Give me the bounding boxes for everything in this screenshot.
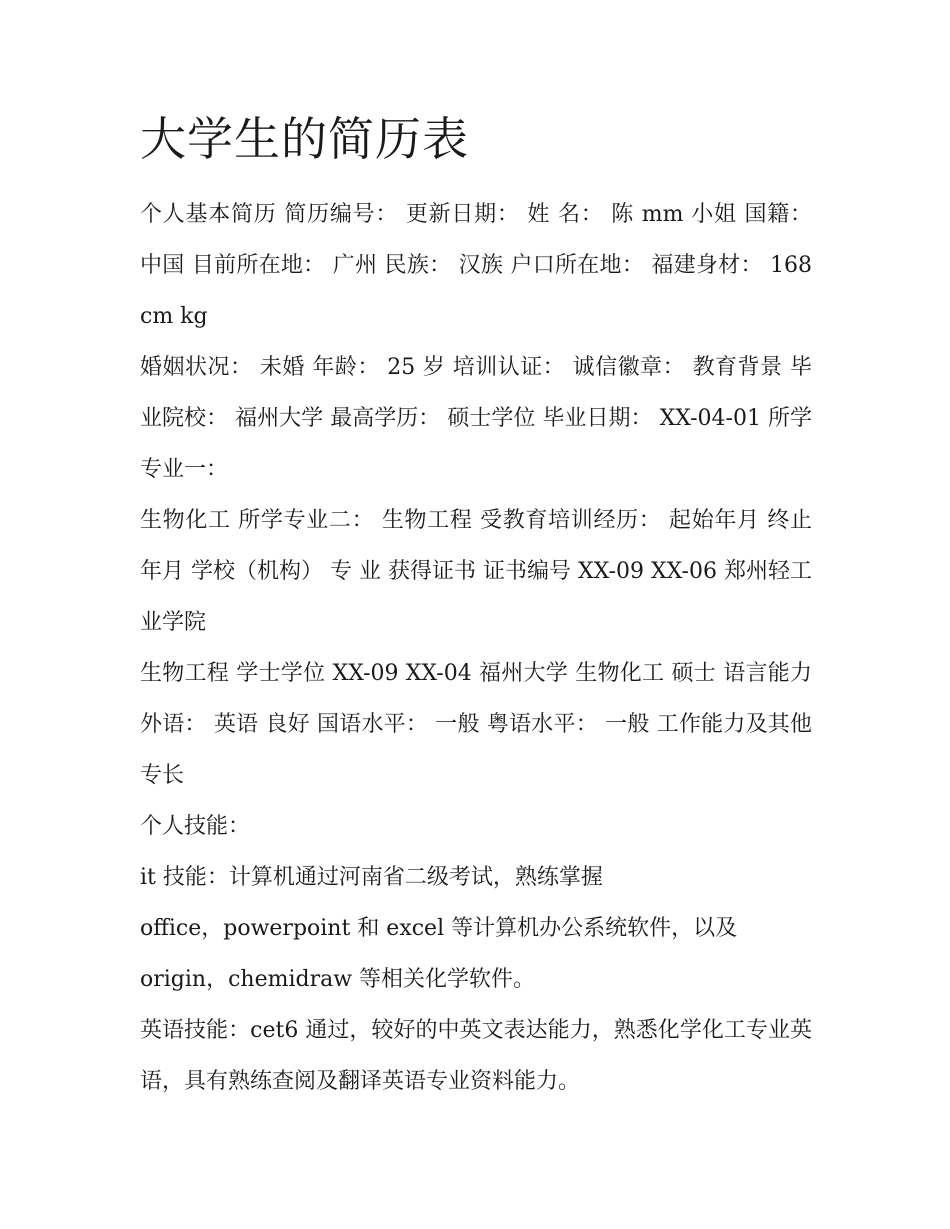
paragraph-office-software: office，powerpoint 和 excel 等计算机办公系统软件，以及 <box>140 916 738 942</box>
paragraph-skills-heading: 个人技能： <box>140 814 251 840</box>
paragraph-marital-education: 婚姻状况： 未婚 年龄： 25 岁 培训认证： 诚信徽章： 教育背景 毕业院校： 福州大学 最高学历： 硕士学位 毕业日期： XX-04-01 所学专业一： <box>140 355 812 483</box>
paragraph-english-skills: 英语技能：cet6 通过，较好的中英文表达能力，熟悉化学化工专业英语，具有熟练查阅及翻译英语专业资料能力。 <box>140 1018 812 1095</box>
paragraph-degree-language: 生物工程 学士学位 XX-09 XX-04 福州大学 生物化工 硕士 语言能力 外语： 英语 良好 国语水平： 一般 粤语水平： 一般 工作能力及其他专长 <box>140 661 812 789</box>
document-title: 大学生的简历表 <box>140 112 469 166</box>
paragraph-major-training: 生物化工 所学专业二： 生物工程 受教育培训经历： 起始年月 终止年月 学校（机构） 专 业 获得证书 证书编号 XX-09 XX-06 郑州轻工业学院 <box>140 508 812 636</box>
paragraph-basic-info: 个人基本简历 简历编号： 更新日期： 姓 名： 陈 mm 小姐 国籍： 中国 目前所在地： 广州 民族： 汉族 户口所在地： 福建身材： 168 cm kg <box>140 202 812 330</box>
paragraph-chem-software: origin，chemidraw 等相关化学软件。 <box>140 967 536 993</box>
paragraph-it-skills: it 技能：计算机通过河南省二级考试，熟练掌握 <box>140 865 603 891</box>
document-page <box>140 112 812 1107</box>
